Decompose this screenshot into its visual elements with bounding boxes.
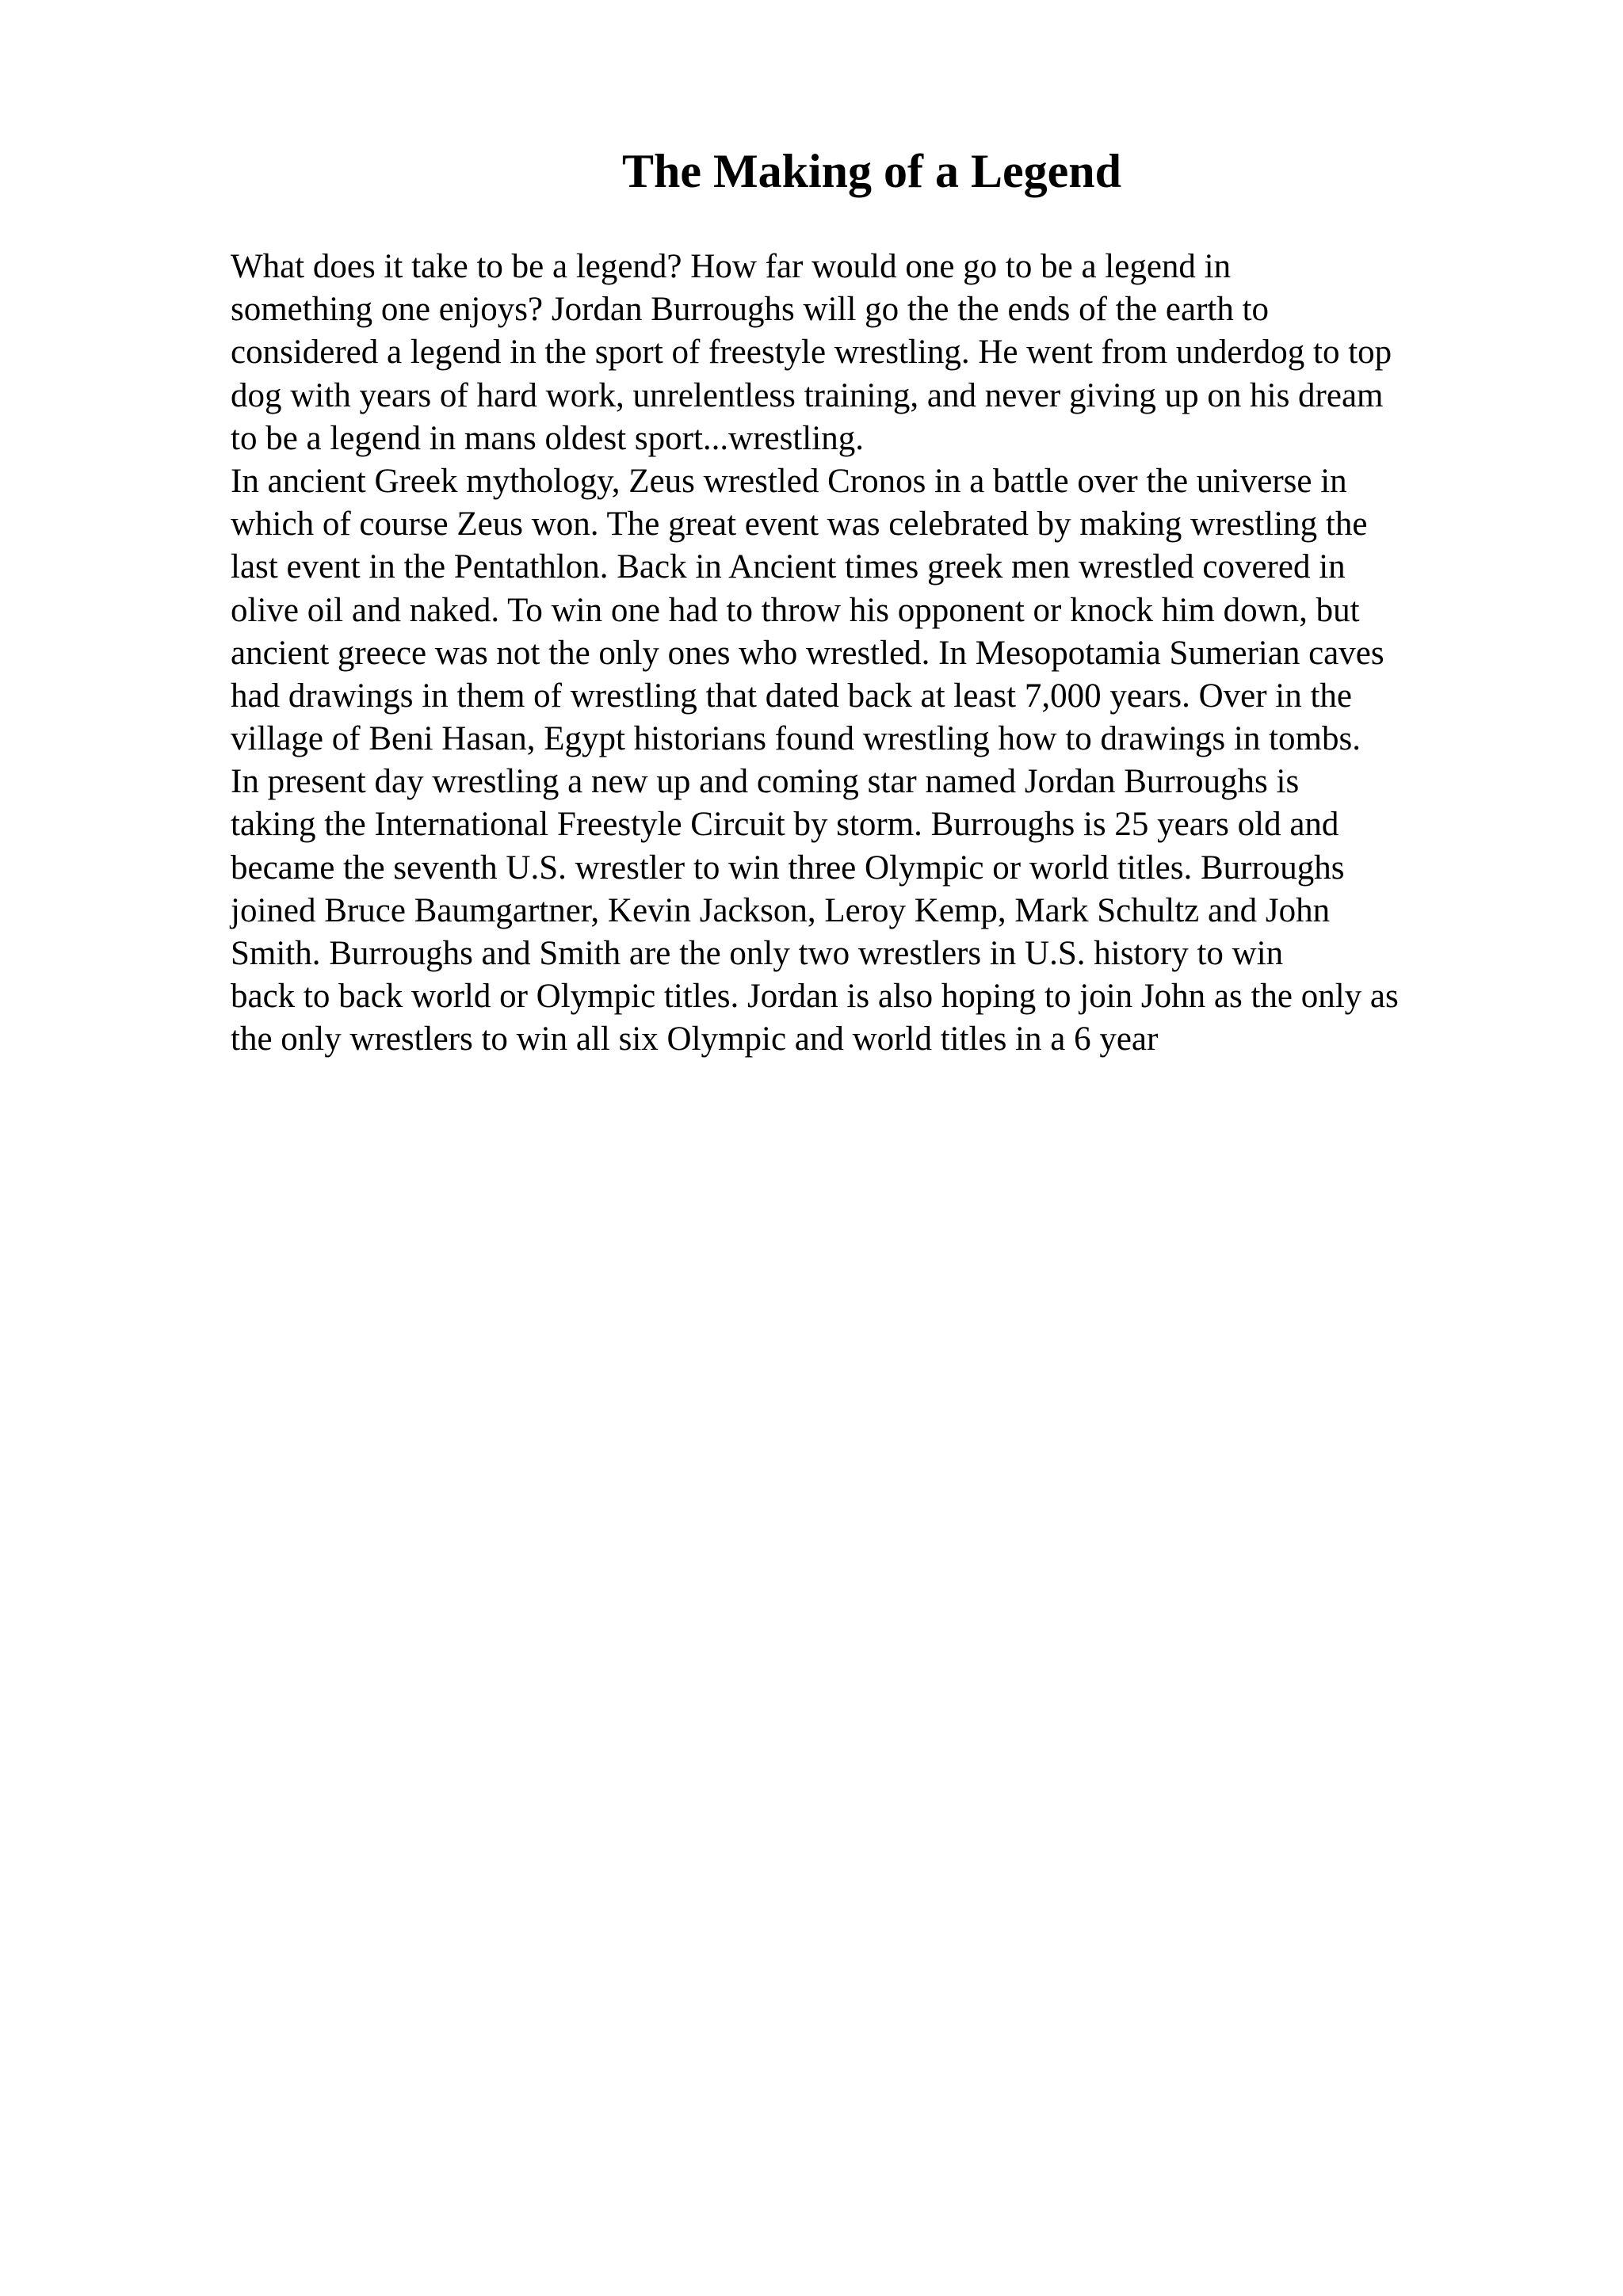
body-line: What does it take to be a legend? How far would one go to be a legend in: [231, 248, 1232, 285]
body-line: considered a legend in the sport of freestyle wrestling. He went from underdog to top: [231, 334, 1392, 372]
body-line: joined Bruce Baumgartner, Kevin Jackson, Leroy Kemp, Mark Schultz and John: [231, 891, 1331, 929]
body-line: dog with years of hard work, unrelentless training, and never giving up on his dream: [231, 376, 1384, 414]
body-line: became the seventh U.S. wrestler to win three Olympic or world titles. Burroughs: [231, 849, 1345, 887]
document-body: [231, 246, 1610, 1062]
body-line: which of course Zeus won. The great event was celebrated by making wrestling the: [231, 505, 1368, 543]
body-line: had drawings in them of wrestling that dated back at least 7,000 years. Over in the: [231, 677, 1353, 715]
document-title: The Making of a Legend: [621, 145, 1122, 197]
body-line: back to back world or Olympic titles. Jordan is also hoping to join John as the only as: [231, 978, 1399, 1016]
body-line: taking the International Freestyle Circuit by storm. Burroughs is 25 years old and: [231, 806, 1339, 844]
body-line: the only wrestlers to win all six Olympic and world titles in a 6 year: [231, 1020, 1159, 1058]
body-line: In present day wrestling a new up and coming star named Jordan Burroughs is: [231, 763, 1300, 801]
body-line: village of Beni Hasan, Egypt historians found wrestling how to drawings in tombs.: [231, 720, 1361, 758]
body-line: something one enjoys? Jordan Burroughs will go the the ends of the earth to: [231, 291, 1270, 329]
body-line: Smith. Burroughs and Smith are the only two wrestlers in U.S. history to win: [231, 935, 1284, 972]
body-line: to be a legend in mans oldest sport...wrestling.: [231, 419, 864, 457]
body-line: last event in the Pentathlon. Back in Ancient times greek men wrestled covered in: [231, 548, 1346, 586]
body-line: ancient greece was not the only ones who wrestled. In Mesopotamia Sumerian caves: [231, 634, 1384, 672]
body-line: In ancient Greek mythology, Zeus wrestled Cronos in a battle over the universe in: [231, 462, 1347, 500]
body-line: olive oil and naked. To win one had to throw his opponent or knock him down, but: [231, 591, 1360, 629]
